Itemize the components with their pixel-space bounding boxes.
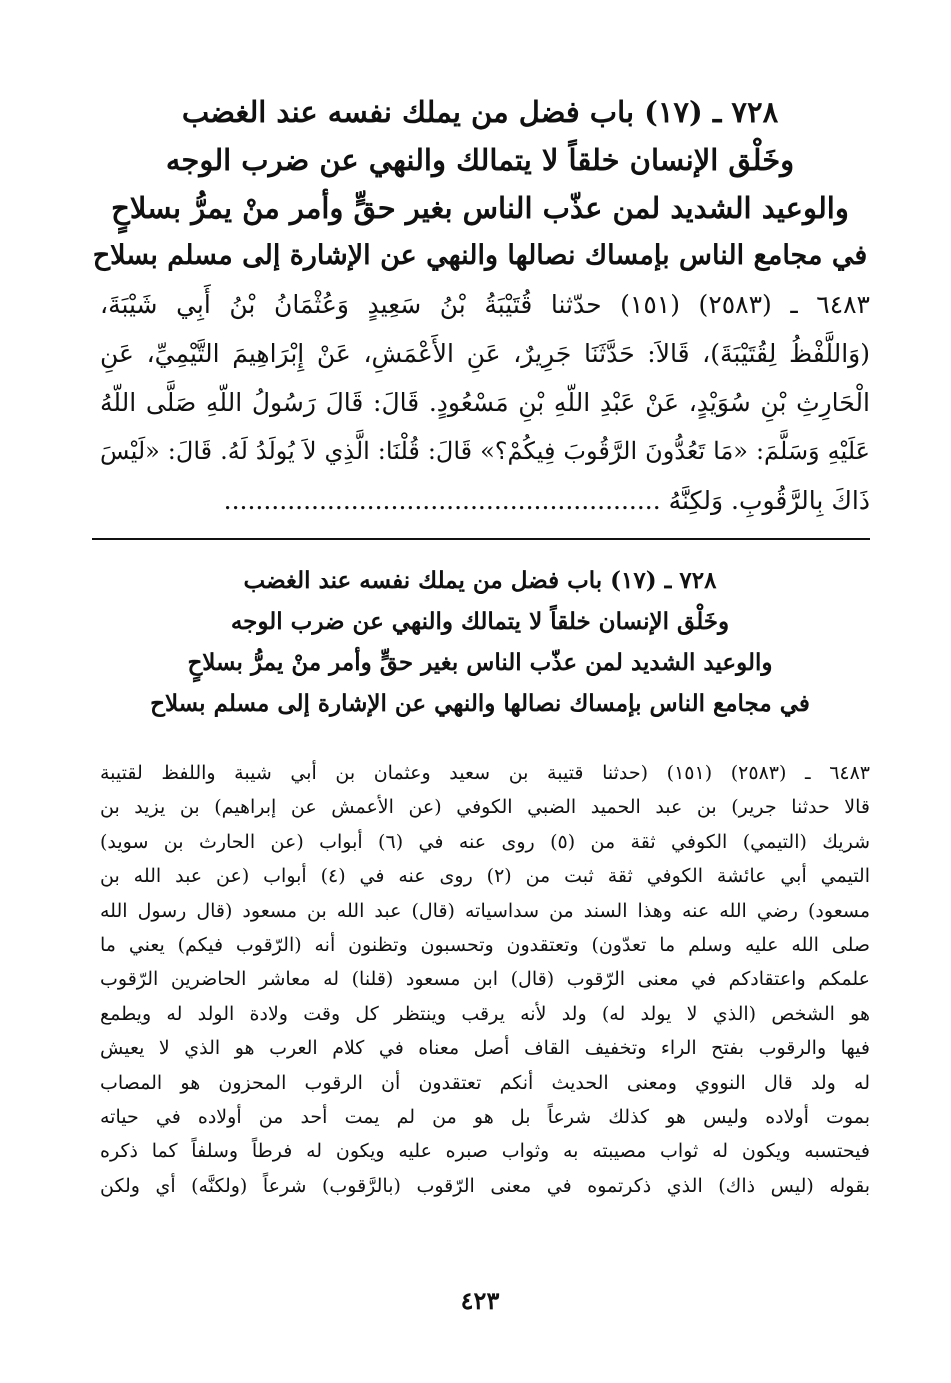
commentary-line: التيمي أبي عائشة الكوفي ثقة ثبت من (٢) روى عنه في (٤) أبواب (عن عبد الله بن [100, 865, 870, 888]
section-divider [92, 538, 870, 540]
commentary-line: بقوله (ليس ذاك) الذي ذكرتموه في معنى الرّقوب (بالرَّقوب) شرعاً (ولكنَّه) أي ولكن [100, 1174, 870, 1197]
hadith-line: ٦٤٨٣ ـ (٢٥٨٣) (١٥١) حدّثنا قُتَيْبَةُ بْنُ سَعِيدٍ وَعُثْمَانُ بْنُ أَبِي شَيْبَةَ، [100, 290, 870, 319]
chapter-heading-top [90, 88, 870, 280]
hadith-line: الْحَارِثِ بْنِ سُوَيْدٍ، عَنْ عَبْدِ اللّهِ بْنِ مَسْعُودٍ. قَالَ: قَالَ رَسُولُ اللّهِ صَلَّى اللّهُ [100, 388, 870, 417]
hadith-text [100, 280, 870, 525]
commentary-line: شريك (التيمي) الكوفي ثقة من (٥) روى عنه في (٦) أبواب (عن الحارث بن سويد) [100, 830, 870, 853]
commentary-line: له ولد قال النووي ومعنى الحديث أنكم تعتقدون أن الرقوب المحزون هو المصاب [100, 1071, 870, 1094]
heading-line: في مجامع الناس بإمساك نصالها والنهي عن الإشارة إلى مسلم بسلاح [92, 240, 868, 271]
commentary-line: قالا حدثنا جرير) بن عبد الحميد الضبي الكوفي (عن الأعمش عن إبراهيم) بن يزيد بن [100, 796, 870, 819]
page-number: ٤٢٣ [460, 1286, 500, 1315]
heading-line: وخَلْق الإنسان خلقاً لا يتمالك والنهي عن ضرب الوجه [165, 143, 795, 177]
commentary-line: مسعود) رضي الله عنه وهذا السند من سداسياته (قال) عبد الله بن مسعود (قال رسول الله [100, 899, 870, 922]
commentary-line: صلى الله عليه وسلم ما تعدّون) وتعتقدون وتحسبون وتظنون أنه (الرّقوب فيكم) يعني ما [100, 934, 870, 957]
hadith-line: (وَاللَّفْظُ لِقُتَيْبَةَ)، قَالاَ: حَدَّثَنَا جَرِيرٌ، عَنِ الأَعْمَشِ، عَنْ إِبْرَاهِيمَ التَّيْمِيِّ، عَنِ [100, 339, 870, 368]
commentary-text [100, 756, 870, 1203]
heading-line: ٧٢٨ ـ (١٧) باب فضل من يملك نفسه عند الغضب [243, 567, 717, 594]
commentary-line: فيحتسبه ويكون له ثواب مصيبته به وثواب صبره عليه ويكون له فرطاً وسلفاً كما ذكره [100, 1140, 870, 1163]
heading-line: والوعيد الشديد لمن عذّب الناس بغير حقٍّ وأمر منْ يمرُّ بسلاحٍ [111, 191, 849, 225]
commentary-line: بموت أولاده وليس هو كذلك شرعاً بل هو من لم يمت أحد من أولاده في حياته [100, 1106, 870, 1129]
hadith-line: عَلَيْهِ وَسَلَّمَ: «مَا تَعُدُّونَ الرَّقُوبَ فِيكُمْ؟» قَالَ: قُلْنَا: الَّذِي لاَ يُولَدُ لَهُ. قَالَ: «لَيْسَ [100, 437, 870, 465]
commentary-line: ٦٤٨٣ ـ (٢٥٨٣) (١٥١) (حدثنا قتيبة بن سعيد وعثمان بن أبي شيبة واللفظ لقتيبة [100, 762, 871, 784]
heading-line: في مجامع الناس بإمساك نصالها والنهي عن الإشارة إلى مسلم بسلاح [150, 690, 810, 717]
hadith-line: ذَاكَ بِالرَّقُوبِ. وَلكِنَّهُ ....................................................... [223, 486, 870, 515]
commentary-line: فيها والرقوب بفتح الراء وتخفيف القاف أصل معناه في كلام العرب هو الذي لا يعيش [100, 1037, 870, 1060]
heading-line: ٧٢٨ ـ (١٧) باب فضل من يملك نفسه عند الغضب [181, 95, 779, 129]
chapter-heading-bottom [90, 560, 870, 724]
heading-line: والوعيد الشديد لمن عذّب الناس بغير حقٍّ وأمر منْ يمرُّ بسلاحٍ [187, 649, 773, 676]
commentary-line: علمكم واعتقادكم في معنى الرّقوب (قال) ابن مسعود (قلنا) له معاشر الحاضرين الرّقوب [100, 968, 870, 991]
commentary-line: هو الشخص (الذي لا يولد له) ولد لأنه يرقب وينتظر كل وقت ولادة الولد له ويطمع [100, 1002, 870, 1025]
heading-line: وخَلْق الإنسان خلقاً لا يتمالك والنهي عن ضرب الوجه [230, 608, 730, 635]
